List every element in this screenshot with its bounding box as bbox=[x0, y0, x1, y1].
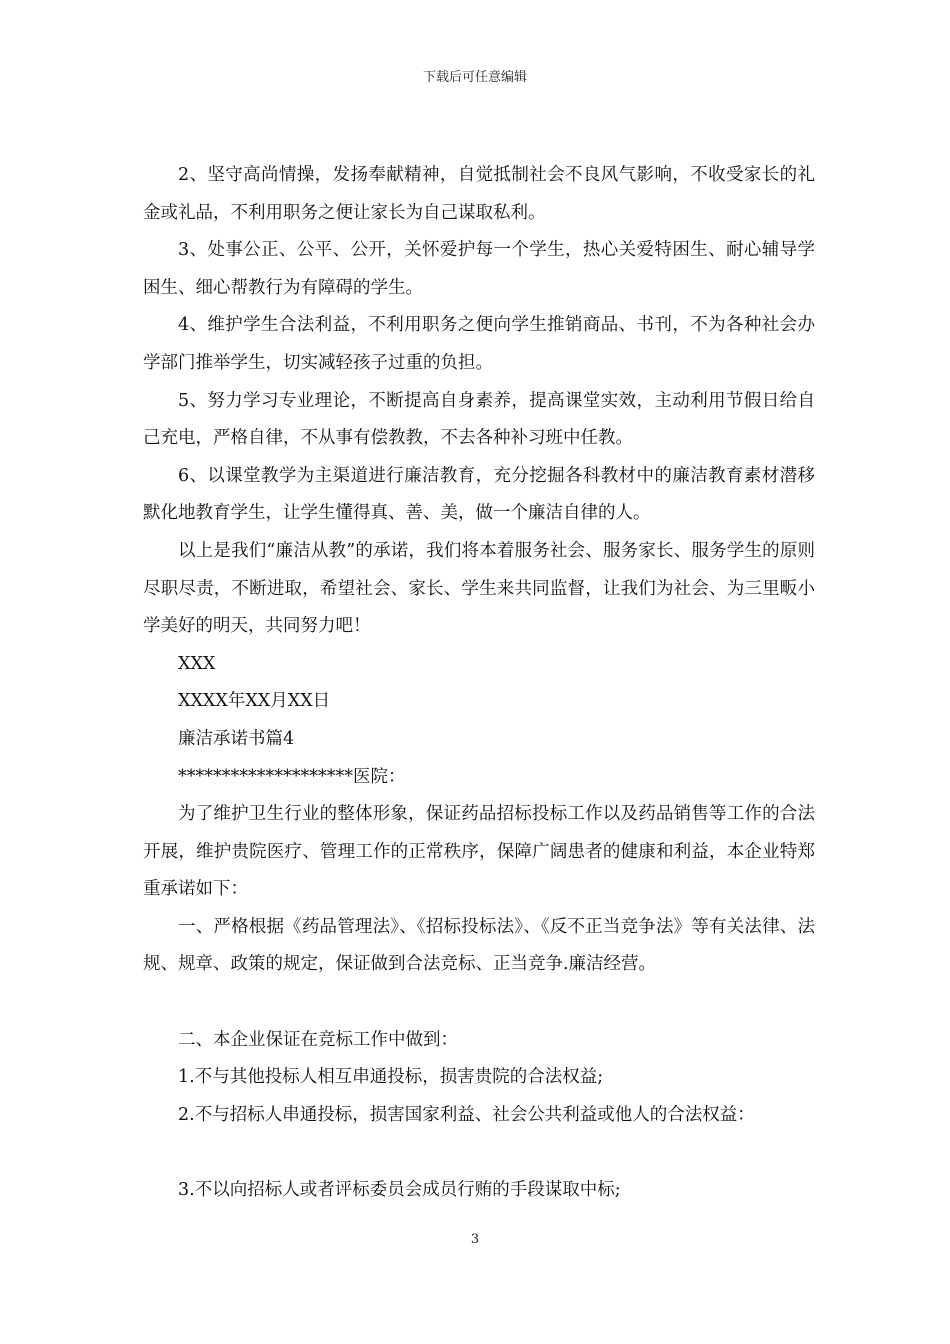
commitment-item-1: 一、严格根据《药品管理法》、《招标投标法》、《反不正当竞争法》等有关法律、法规、规章、政策的规定，保证做到合法竞标、正当竞争.廉洁经营。 bbox=[143, 916, 815, 975]
intro-paragraph: 为了维护卫生行业的整体形象，保证药品招标投标工作以及药品销售等工作的合法开展，维护贵院医疗、管理工作的正常秩序，保障广阔患者的健康和利益，本企业特郑重承诺如下： bbox=[143, 804, 815, 900]
paragraph-item-6: 6、以课堂教学为主渠道进行廉洁教育，充分挖掘各科教材中的廉洁教育素材潜移默化地教育学生，让学生懂得真、善、美，做一个廉洁自律的人。 bbox=[143, 465, 815, 524]
list-item-3: 3.不以向招标人或者评标委员会成员行贿的手段谋取中标; bbox=[178, 1180, 621, 1201]
document-body bbox=[143, 157, 815, 1210]
paragraph-item-4: 4、维护学生合法利益，不利用职务之便向学生推销商品、书刊，不为各种社会办学部门推举学生，切实减轻孩子过重的负担。 bbox=[143, 315, 815, 373]
paragraph-item-5: 5、努力学习专业理论，不断提高自身素养，提高课堂实效，主动利用节假日给自己充电，严格自律，不从事有偿教教，不去各种补习班中任教。 bbox=[143, 390, 815, 449]
signature-name: XXX bbox=[178, 653, 216, 674]
commitment-item-2: 二、本企业保证在竞标工作中做到： bbox=[178, 1029, 458, 1050]
section-title: 廉洁承诺书篇4 bbox=[178, 728, 295, 749]
paragraph-item-3: 3、处事公正、公平、公开，关怀爱护每一个学生，热心关爱特困生、耐心辅导学困生、细心帮教行为有障碍的学生。 bbox=[143, 240, 815, 298]
list-item-2: 2.不与招标人串通投标，损害国家利益、社会公共利益或他人的合法权益： bbox=[178, 1104, 755, 1125]
paragraph-item-2: 2、坚守高尚情操，发扬奉献精神，自觉抵制社会不良风气影响，不收受家长的礼金或礼品，不利用职务之便让家长为自己谋取私利。 bbox=[143, 165, 815, 223]
signature-date: XXXX年XX月XX日 bbox=[178, 691, 331, 712]
page-header-note: 下载后可任意编辑 bbox=[422, 70, 527, 85]
recipient-line: ********************医院： bbox=[178, 766, 406, 787]
page-number: 3 bbox=[470, 1232, 480, 1247]
closing-paragraph: 以上是我们“廉洁从教”的承诺，我们将本着服务社会、服务家长、服务学生的原则尽职尽责，不断进取，希望社会、家长、学生来共同监督，让我们为社会、为三里畈小学美好的明天，共同努力吧！ bbox=[143, 540, 815, 637]
list-item-1: 1.不与其他投标人相互串通投标，损害贵院的合法权益; bbox=[178, 1067, 604, 1088]
